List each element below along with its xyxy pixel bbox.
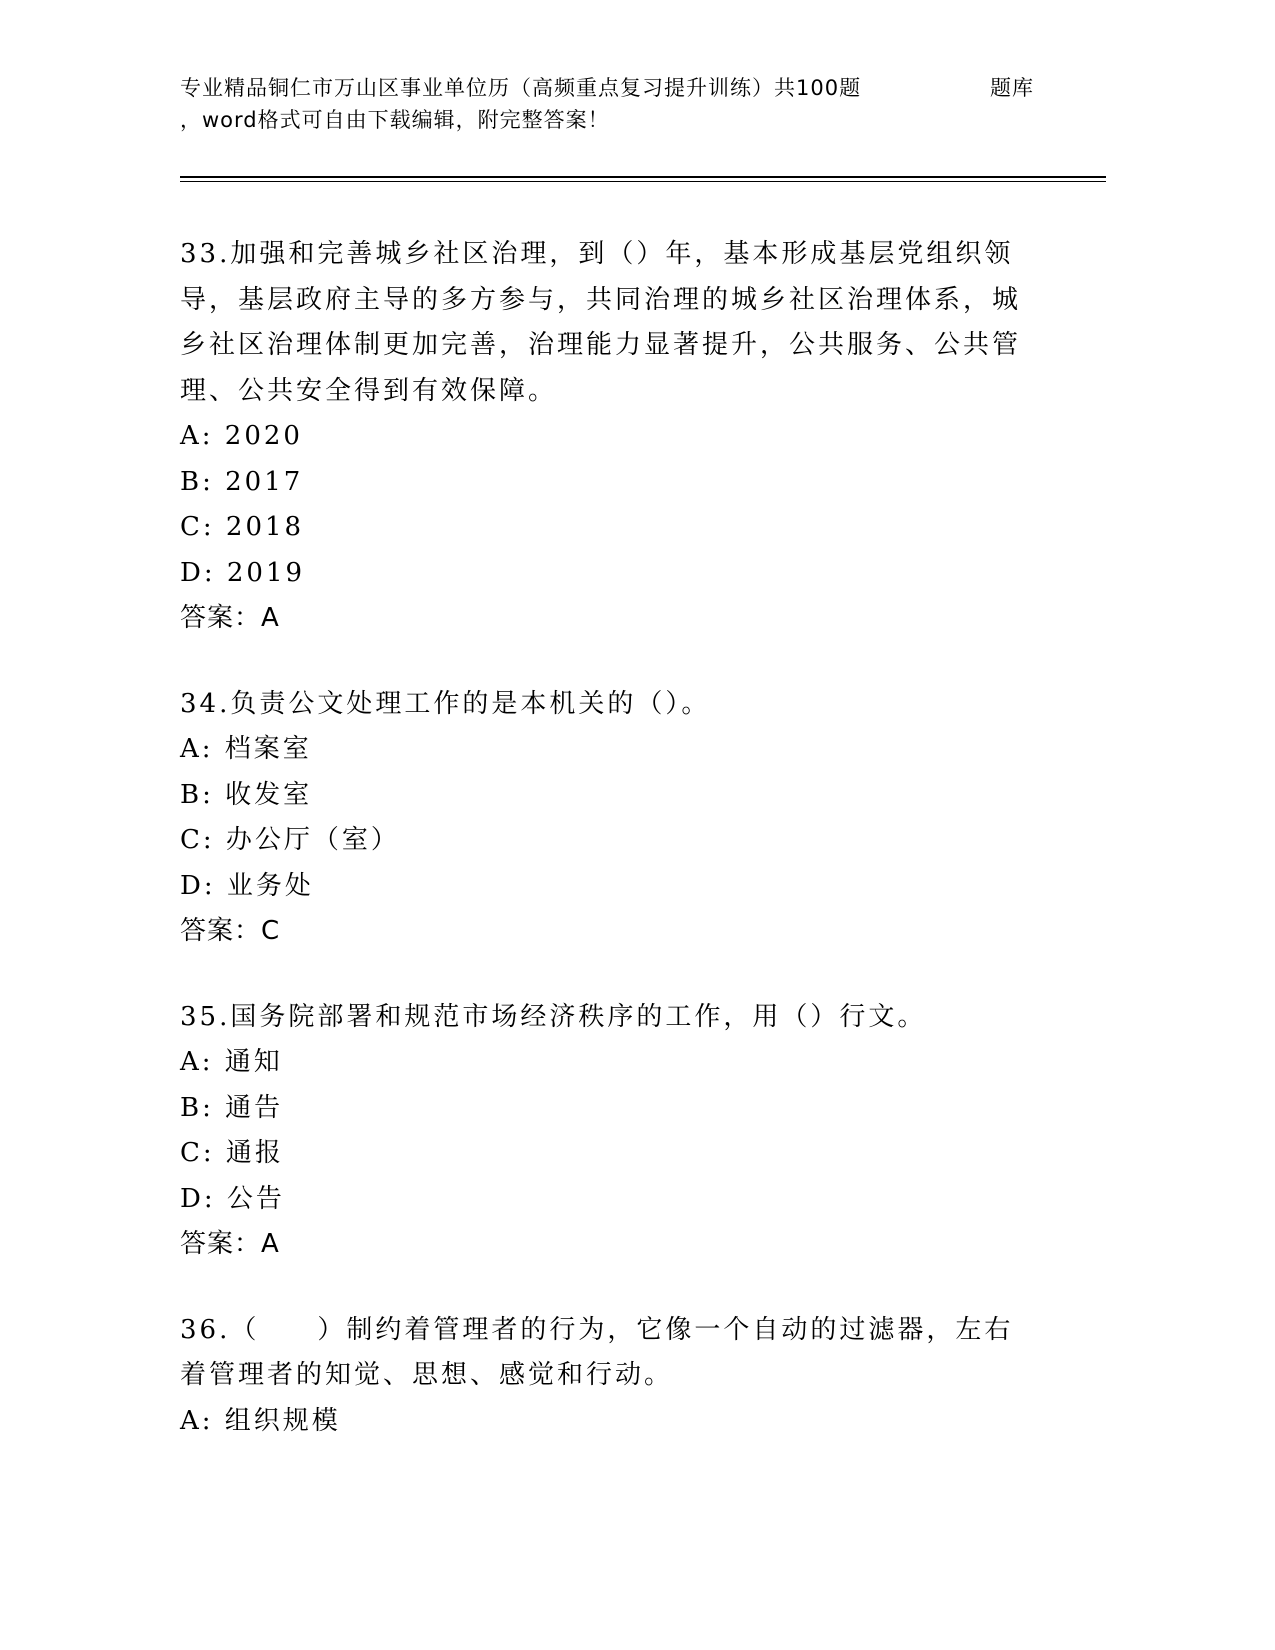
question-stem: 36.（ ）制约着管理者的行为，它像一个自动的过滤器，左右着管理者的知觉、思想、感觉和行动。: [180, 1314, 1014, 1390]
header-title-line-2: ，word格式可自由下载编辑，附完整答案！: [180, 108, 610, 132]
question-36: [180, 1308, 1040, 1445]
header-divider-thin: [180, 181, 1106, 182]
option-b: B: 通告: [180, 1092, 284, 1123]
page-header: [180, 72, 1100, 136]
option-a: A: 组织规模: [180, 1405, 341, 1436]
question-35: [180, 995, 1040, 1268]
option-a: A: 通知: [180, 1047, 283, 1077]
question-stem: 34.负责公文处理工作的是本机关的（）。: [180, 688, 711, 719]
answer-line: 答案：A: [180, 1229, 280, 1259]
header-tag: 题库: [990, 76, 1034, 100]
option-b: B: 2017: [180, 466, 304, 497]
header-divider-thick: [180, 176, 1106, 178]
header-title-line-1: 专业精品铜仁市万山区事业单位历（高频重点复习提升训练）共100题: [180, 76, 862, 100]
option-a: A: 档案室: [180, 734, 312, 764]
option-d: D: 2019: [180, 557, 306, 588]
question-34: [180, 682, 1040, 955]
option-c: C: 办公厅（室）: [180, 825, 400, 855]
answer-line: 答案：A: [180, 603, 280, 633]
question-list: [180, 232, 1040, 1484]
question-stem: 35.国务院部署和规范市场经济秩序的工作，用（）行文。: [180, 1001, 927, 1032]
question-33: [180, 232, 1040, 642]
option-a: A: 2020: [180, 421, 303, 451]
option-c: C: 2018: [180, 512, 305, 542]
answer-line: 答案：C: [180, 916, 281, 946]
question-stem: 33.加强和完善城乡社区治理，到（）年，基本形成基层党组织领导，基层政府主导的多方参与，共同治理的城乡社区治理体系，城乡社区治理体制更加完善，治理能力显著提升，公共服务、公共管理、公共安全得到有效保障。: [180, 239, 1022, 406]
option-d: D: 公告: [180, 1183, 285, 1214]
option-c: C: 通报: [180, 1138, 284, 1168]
option-d: D: 业务处: [180, 870, 314, 901]
option-b: B: 收发室: [180, 779, 313, 810]
